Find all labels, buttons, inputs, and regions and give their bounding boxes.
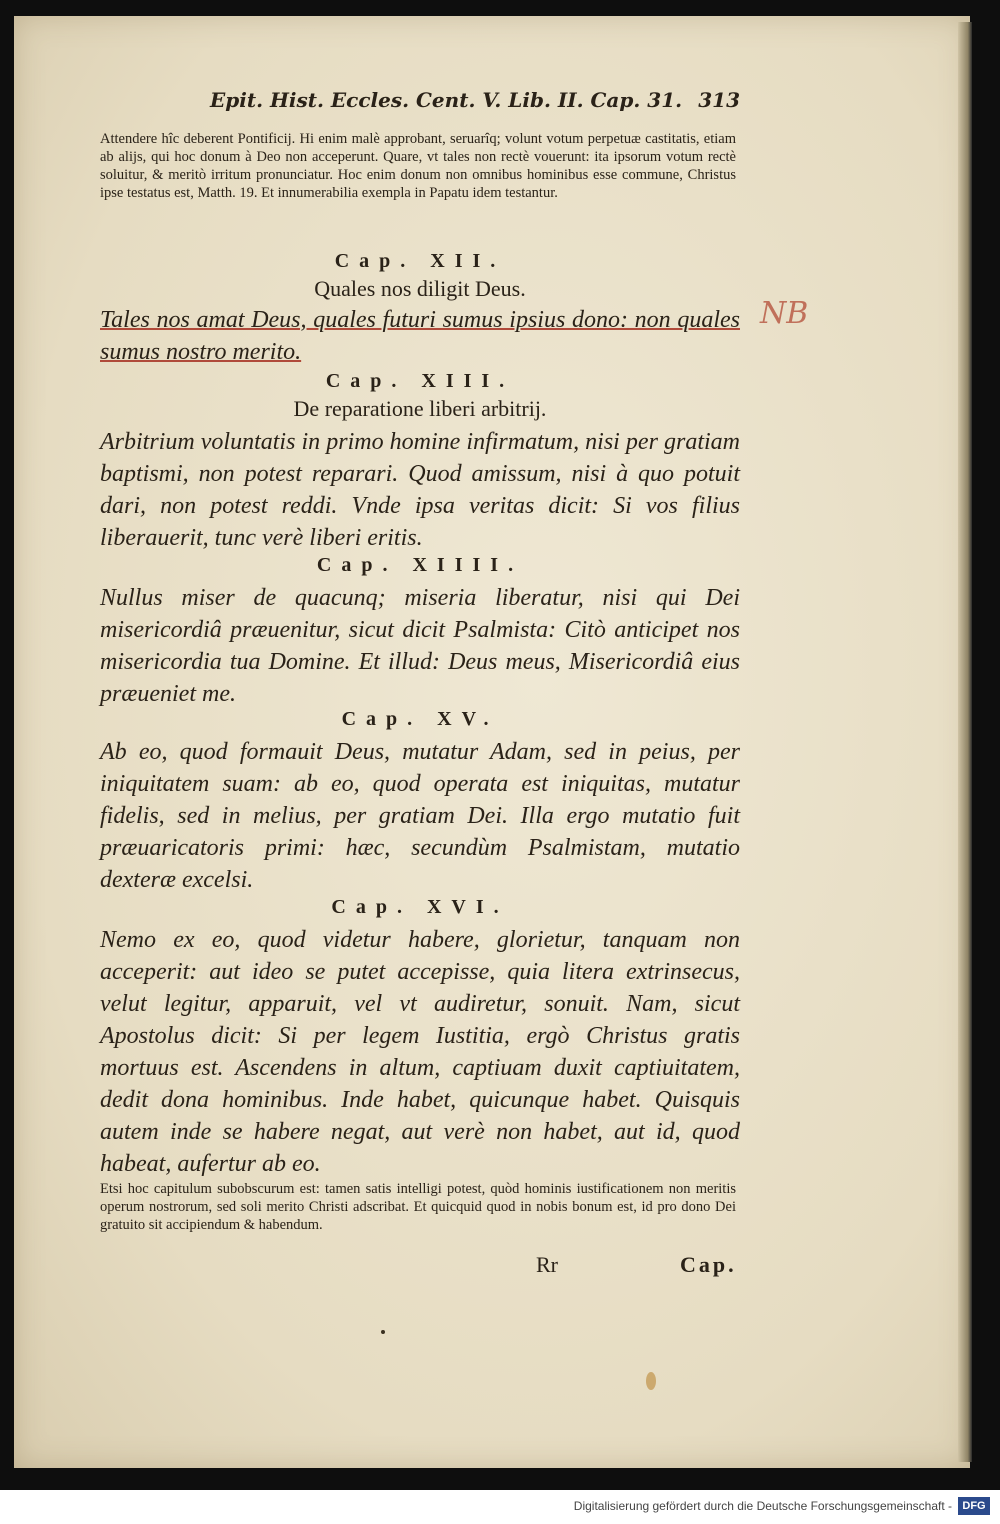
ink-dot	[381, 1330, 385, 1334]
paper-stain	[646, 1372, 656, 1390]
lead-note: Attendere hîc deberent Pontificij. Hi enim malè approbant, seruarîq; volunt votum perpetuæ castitatis, etiam ab alijs, qui hoc donum à Deo non acceperunt. Quare, vt tales non rectè vouerunt: ita ipsorum votum rectè soluitur, & meritò irritum pronunciatur. Hoc enim donum non omnibus hominibus esse commune, Christus ipse testatus est, Matth. 19. Et innumerabilia exempla in Papatu idem testantur.	[100, 131, 736, 201]
cap-title-12: Quales nos diligit Deus.	[314, 276, 526, 301]
footer-bar	[0, 1490, 1000, 1524]
signature-mark: Rr	[536, 1252, 558, 1277]
catchword: Cap.	[680, 1252, 737, 1277]
cap-title-13: De reparatione liberi arbitrij.	[293, 396, 547, 421]
cap-text-13: Arbitrium voluntatis in primo homine infirmatum, nisi per gratiam baptismi, non potest reparari. Quod amissum, nisi à quo potuit dari, non potest reddi. Vnde ipsa veritas dicit: Si vos filius liberauerit, tunc verè liberi eritis.	[100, 429, 740, 551]
cap-text-15: Ab eo, quod formauit Deus, mutatur Adam, sed in peius, per iniquitatem suam: ab eo, quod operata est iniquitas, mutatur fidelis, sed in melius, per gratiam Dei. Illa ergo mutatio fuit præuaricatoris primi: hæc, secundùm Psalmistam, mutatio dexteræ excelsi.	[100, 739, 740, 893]
cap-heading-12: Cap. XII.	[334, 250, 506, 272]
page-edge	[958, 22, 972, 1462]
cap-text-16: Nemo ex eo, quod videtur habere, glorietur, tanquam non acceperit: aut ideo se putet accepisse, quia litera extrinsecus, velut legitur, apparuit, vel vt audiretur, sonuit. Nam, sicut Apostolus dicit: Si per legem Iustitia, ergò Christus gratis mortuus est. Ascendens in altum, captiuam duxit captiuitatem, dedit dona hominibus. Inde habet, quicunque habet. Quisquis autem inde se habere negat, aut verè non habet, aut id, quod habeat, aufertur ab eo.	[100, 927, 740, 1177]
footer-credit: Digitalisierung gefördert durch die Deutsche Forschungsgemeinschaft -	[573, 1499, 952, 1513]
cap-heading-13: Cap. XIII.	[325, 370, 515, 392]
margin-nota-bene-mark: NB	[760, 296, 809, 331]
cap-text-12: Tales nos amat Deus, quales futuri sumus ipsius dono: non quales sumus nostro merito.	[100, 307, 740, 365]
end-note: Etsi hoc capitulum subobscurum est: tamen satis intelligi potest, quòd hominis iustificationem non meritis operum nostrorum, sed soli merito Christi adscribat. Et quicquid quod in nobis bonum est, id pro dono Dei gratuito sit accipiendum & habendum.	[100, 1181, 736, 1233]
cap-text-14: Nullus miser de quacunq; miseria liberatur, nisi qui Dei misericordiâ præuenitur, sicut dicit Psalmista: Citò anticipet nos misericordia tua Domine. Et illud: Deus meus, Misericordiâ eius præueniet me.	[100, 585, 740, 707]
running-head-title: Epit. Hist. Eccles. Cent. V. Lib. II. Cap. 31.	[210, 88, 683, 112]
cap-heading-14: Cap. XIIII.	[316, 554, 524, 576]
cap-heading-16: Cap. XVI.	[331, 896, 509, 918]
cap-heading-15: Cap. XV.	[341, 708, 499, 730]
running-head	[210, 88, 740, 112]
dfg-logo: DFG	[958, 1497, 990, 1515]
page-number: 313	[698, 88, 740, 112]
